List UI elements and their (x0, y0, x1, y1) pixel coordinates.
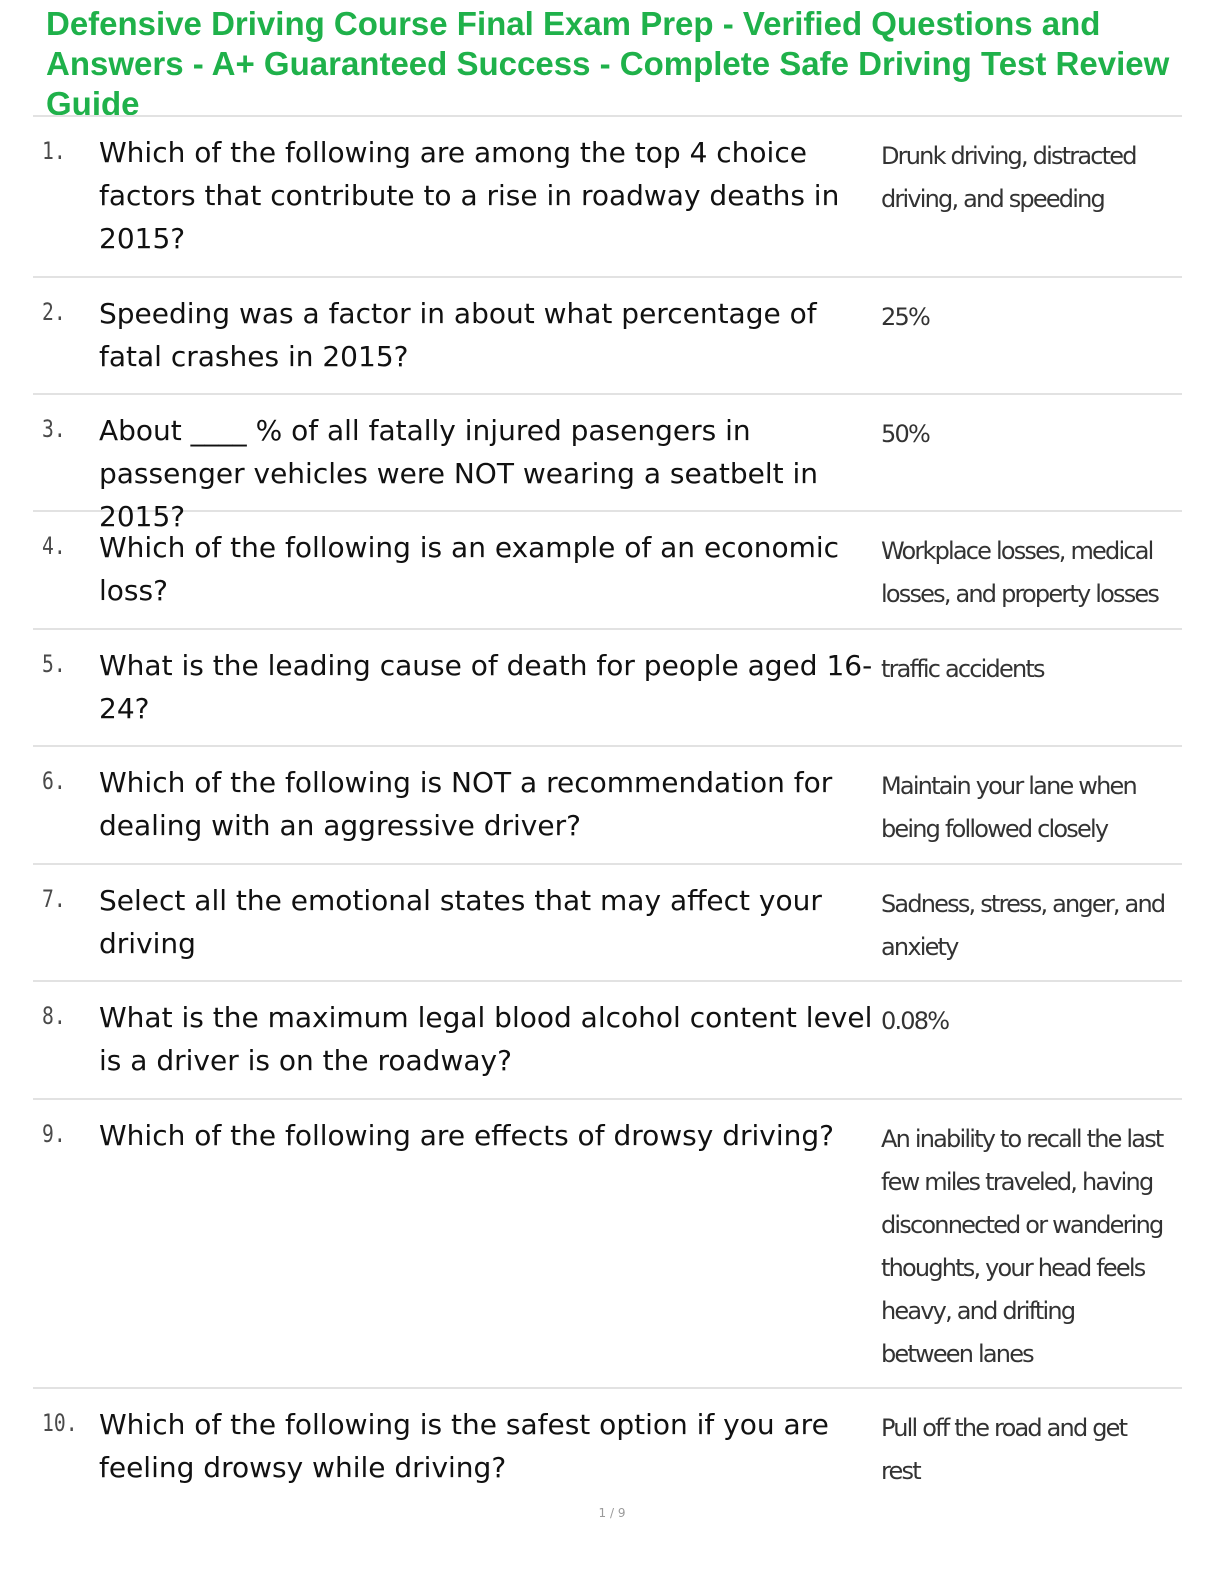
question-text: Which of the following is an example of an economic loss? (99, 531, 840, 607)
question-number: 6. (42, 767, 66, 795)
qa-row-9 (33, 1100, 1182, 1389)
question-text: Which of the following is NOT a recommendation for dealing with an aggressive driver? (99, 766, 833, 842)
question-number: 2. (42, 298, 66, 326)
answer-text: 50% (881, 420, 929, 448)
question-number: 1. (42, 137, 66, 165)
question-number: 10. (42, 1409, 78, 1437)
answer-text: Drunk driving, distracted driving, and speeding (881, 142, 1136, 213)
question-text: Which of the following is the safest option if you are feeling drowsy while driving? (99, 1408, 829, 1484)
answer-text: Sadness, stress, anger, and anxiety (881, 890, 1165, 961)
question-text: Speeding was a factor in about what percentage of fatal crashes in 2015? (99, 297, 817, 373)
qa-row-1 (33, 117, 1182, 278)
qa-row-3 (33, 395, 1182, 533)
answer-text: Workplace losses, medical losses, and property losses (881, 537, 1159, 608)
qa-row-7 (33, 865, 1182, 982)
question-text: Which of the following are effects of drowsy driving? (99, 1119, 834, 1152)
question-number: 3. (42, 415, 66, 443)
qa-row-10 (33, 1389, 1182, 1499)
question-text: Which of the following are among the top 4 choice factors that contribute to a rise in roadway deaths in 2015? (99, 136, 840, 255)
qa-list (33, 115, 1182, 1499)
page-indicator: 1 / 9 (598, 1506, 626, 1520)
document-title: Defensive Driving Course Final Exam Prep - Verified Questions and Answers - A+ Guaranteed Success - Complete Safe Driving Test Review Guide (46, 5, 1170, 122)
question-text: What is the maximum legal blood alcohol content level is a driver is on the roadway? (99, 1001, 873, 1077)
question-number: 7. (42, 885, 66, 913)
qa-row-2 (33, 278, 1182, 395)
qa-row-8 (33, 982, 1182, 1100)
answer-text: Maintain your lane when being followed closely (881, 772, 1136, 843)
question-number: 4. (42, 532, 66, 560)
question-number: 9. (42, 1120, 66, 1148)
answer-text: 25% (881, 303, 929, 331)
question-text: About ____ % of all fatally injured pasengers in passenger vehicles were NOT wearing a seatbelt in 2015? (99, 414, 819, 533)
qa-row-4 (33, 512, 1182, 630)
answer-text: An inability to recall the last few miles traveled, having disconnected or wandering thoughts, your head feels heavy, and drifting between lanes (881, 1125, 1163, 1368)
question-number: 5. (42, 650, 66, 678)
answer-text: 0.08% (881, 1007, 949, 1035)
qa-row-6 (33, 747, 1182, 865)
question-text: Select all the emotional states that may affect your driving (99, 884, 822, 960)
qa-row-5 (33, 630, 1182, 747)
answer-text: traffic accidents (881, 655, 1044, 683)
question-text: What is the leading cause of death for people aged 16-24? (99, 649, 873, 725)
answer-text: Pull off the road and get rest (881, 1414, 1127, 1485)
question-number: 8. (42, 1002, 66, 1030)
